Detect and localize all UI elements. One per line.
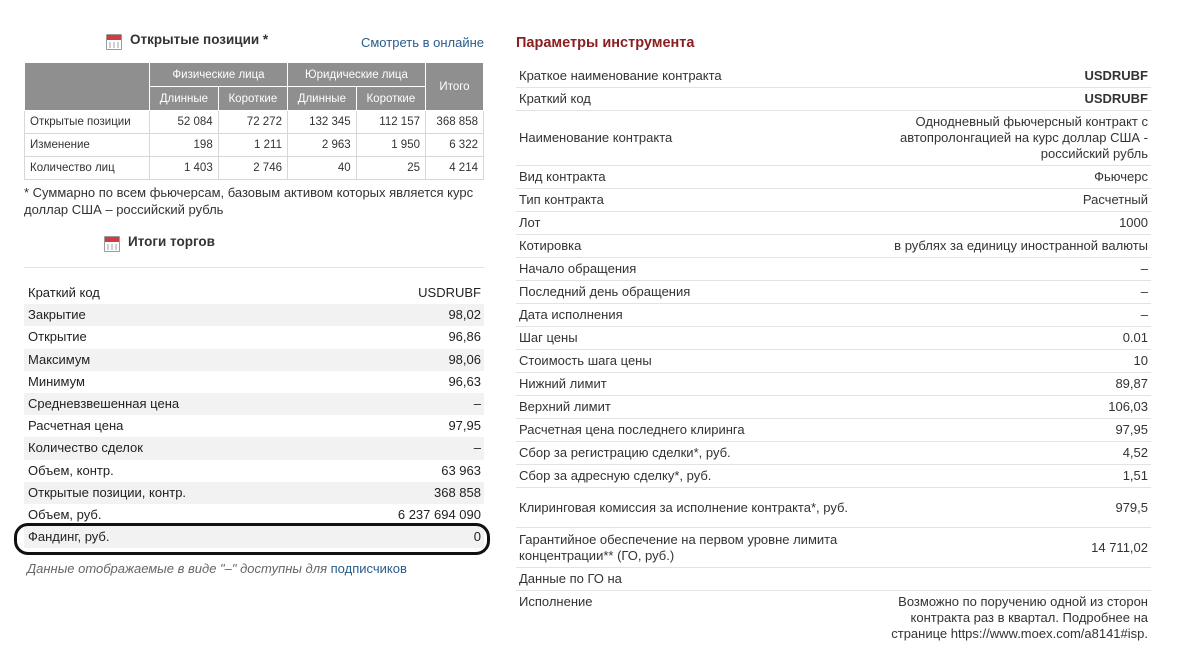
item-label: Максимум: [28, 351, 91, 367]
param-value: 10: [1133, 353, 1148, 368]
row-label: Изменение: [25, 134, 150, 157]
param-value: 14 711,02: [1091, 539, 1148, 555]
param-label: Дата исполнения: [519, 307, 623, 322]
list-item: [24, 371, 484, 393]
view-online-link[interactable]: Смотреть в онлайне: [360, 35, 484, 50]
param-row: [516, 258, 1151, 281]
open-positions-footnote: * Суммарно по всем фьючерсам, базовым активом которых является курс доллар США – российский рубль: [24, 185, 474, 217]
param-label: Расчетная цена последнего клиринга: [519, 422, 745, 437]
subscribers-link[interactable]: подписчиков: [330, 561, 407, 576]
param-row: [516, 235, 1151, 258]
param-row: [516, 327, 1151, 350]
list-item: [24, 304, 484, 326]
param-value: в рублях за единицу иностранной валюты: [894, 238, 1148, 253]
subscribers-note: [27, 561, 407, 576]
list-item: [24, 460, 484, 482]
list-item: [24, 504, 484, 526]
long-header: Длинные: [150, 87, 219, 111]
total-header: Итого: [426, 63, 484, 111]
item-value: 63 963: [441, 462, 481, 478]
list-item: [24, 437, 484, 459]
item-value: 6 237 694 090: [397, 506, 481, 522]
legal-entities-header: Юридические лица: [287, 63, 425, 87]
param-value: 0.01: [1122, 330, 1148, 345]
param-row: [516, 442, 1151, 465]
table-cell: 40: [287, 157, 356, 180]
param-label: Гарантийное обеспечение на первом уровне лимита концентрации** (ГО, руб.): [519, 531, 838, 563]
table-cell: 2 963: [287, 134, 356, 157]
table-cell: 368 858: [426, 111, 484, 134]
item-value: –: [473, 395, 481, 411]
table-cell: 2 746: [218, 157, 287, 180]
subscribers-note-text: Данные отображаемые в виде "–" доступны для: [27, 561, 328, 576]
list-item: [24, 393, 484, 415]
item-label: Открытие: [28, 329, 87, 345]
param-label: Сбор за адресную сделку*, руб.: [519, 468, 712, 483]
trading-results-list: [24, 267, 484, 548]
instrument-params-list: [516, 65, 1151, 645]
table-row: [25, 111, 484, 134]
param-value: –: [1140, 284, 1148, 299]
param-row: [516, 396, 1151, 419]
table-cell: 6 322: [426, 134, 484, 157]
item-value: 96,86: [448, 329, 481, 345]
item-value: 97,95: [448, 418, 481, 434]
param-value: 89,87: [1115, 376, 1148, 391]
calendar-icon: [106, 34, 122, 50]
param-label: Наименование контракта: [519, 130, 673, 145]
param-label: Исполнение: [519, 594, 593, 609]
param-label: Данные по ГО на: [519, 571, 622, 586]
param-label: Краткий код: [519, 91, 591, 106]
param-row: [516, 304, 1151, 327]
item-label: Фандинг, руб.: [28, 529, 110, 545]
param-label: Тип контракта: [519, 192, 604, 207]
param-row: [516, 373, 1151, 396]
trading-results-title: Итоги торгов: [128, 234, 215, 249]
table-cell: 1 950: [356, 134, 425, 157]
param-row: [516, 189, 1151, 212]
list-item: [24, 349, 484, 371]
param-label: Сбор за регистрацию сделки*, руб.: [519, 445, 731, 460]
param-value: Расчетный: [1082, 192, 1148, 207]
list-item: [24, 326, 484, 348]
item-label: Минимум: [28, 373, 85, 389]
param-label: Клиринговая комиссия за исполнение контракта*, руб.: [519, 499, 849, 515]
individuals-header: Физические лица: [150, 63, 288, 87]
item-value: –: [473, 440, 481, 456]
param-row: [516, 350, 1151, 373]
param-label: Шаг цены: [519, 330, 578, 345]
param-row: [516, 488, 1151, 528]
table-cell: 25: [356, 157, 425, 180]
item-value: 98,02: [448, 307, 481, 323]
param-value: 106,03: [1108, 399, 1148, 414]
item-label: Средневзвешенная цена: [28, 395, 180, 411]
table-cell: 112 157: [356, 111, 425, 134]
param-row: [516, 419, 1151, 442]
table-cell: 132 345: [287, 111, 356, 134]
short-header: Короткие: [218, 87, 287, 111]
long-header: Длинные: [287, 87, 356, 111]
param-row: [516, 591, 1151, 645]
param-value: USDRUBF: [1084, 91, 1148, 106]
param-value: 1000: [1119, 215, 1148, 230]
table-row: [25, 134, 484, 157]
list-item: [24, 526, 484, 548]
param-label: Последний день обращения: [519, 284, 691, 299]
item-label: Объем, руб.: [28, 506, 102, 522]
open-positions-table: [24, 62, 484, 180]
param-label: Стоимость шага цены: [519, 353, 652, 368]
item-label: Объем, контр.: [28, 462, 114, 478]
short-header: Короткие: [356, 87, 425, 111]
row-label: Открытые позиции: [25, 111, 150, 134]
param-label: Вид контракта: [519, 169, 606, 184]
param-label: Нижний лимит: [519, 376, 607, 391]
calendar-icon: [104, 236, 120, 252]
param-row: [516, 88, 1151, 111]
table-cell: 1 211: [218, 134, 287, 157]
table-row: [25, 157, 484, 180]
param-value: 979,5: [1115, 499, 1148, 515]
item-label: Закрытие: [28, 307, 86, 323]
table-cell: 52 084: [150, 111, 219, 134]
item-label: Открытые позиции, контр.: [28, 484, 187, 500]
table-cell: 72 272: [218, 111, 287, 134]
item-value: 96,63: [448, 373, 481, 389]
table-cell: 1 403: [150, 157, 219, 180]
param-row: [516, 65, 1151, 88]
list-item: [24, 482, 484, 504]
corner-header: [25, 63, 150, 111]
row-label: Количество лиц: [25, 157, 150, 180]
item-value: 98,06: [448, 351, 481, 367]
param-value: –: [1140, 307, 1148, 322]
param-label: Начало обращения: [519, 261, 637, 276]
param-row: [516, 568, 1151, 591]
list-item: [24, 415, 484, 437]
item-label: Количество сделок: [28, 440, 143, 456]
item-value: USDRUBF: [418, 285, 481, 300]
param-row: [516, 281, 1151, 304]
item-label: Краткий код: [28, 285, 100, 300]
instrument-params-title: Параметры инструмента: [516, 35, 695, 51]
param-value: 1,51: [1122, 468, 1148, 483]
open-positions-title: Открытые позиции *: [130, 32, 269, 47]
param-value: Возможно по поручению одной из сторон контракта раз в квартал. Подробнее на странице https://www.moex.com/a8141#isp.: [891, 594, 1148, 641]
param-row: [516, 166, 1151, 189]
param-value: Фьючерс: [1094, 169, 1148, 184]
table-cell: 198: [150, 134, 219, 157]
param-row: [516, 528, 1151, 568]
param-value: 97,95: [1115, 422, 1148, 437]
param-row: [516, 212, 1151, 235]
param-value: –: [1140, 261, 1148, 276]
param-label: Краткое наименование контракта: [519, 68, 722, 83]
param-label: Лот: [519, 215, 541, 230]
param-value: USDRUBF: [1084, 68, 1148, 83]
param-label: Котировка: [519, 238, 582, 253]
param-label: Верхний лимит: [519, 399, 611, 414]
param-row: [516, 465, 1151, 488]
param-row: [516, 111, 1151, 166]
list-item: [24, 282, 484, 304]
item-value: 0: [473, 529, 481, 545]
table-cell: 4 214: [426, 157, 484, 180]
item-label: Расчетная цена: [28, 418, 124, 434]
item-value: 368 858: [434, 484, 481, 500]
param-value: Однодневный фьючерсный контракт с автопролонгацией на курс доллар США - российский рубль: [900, 114, 1148, 161]
param-value: 4,52: [1122, 445, 1148, 460]
